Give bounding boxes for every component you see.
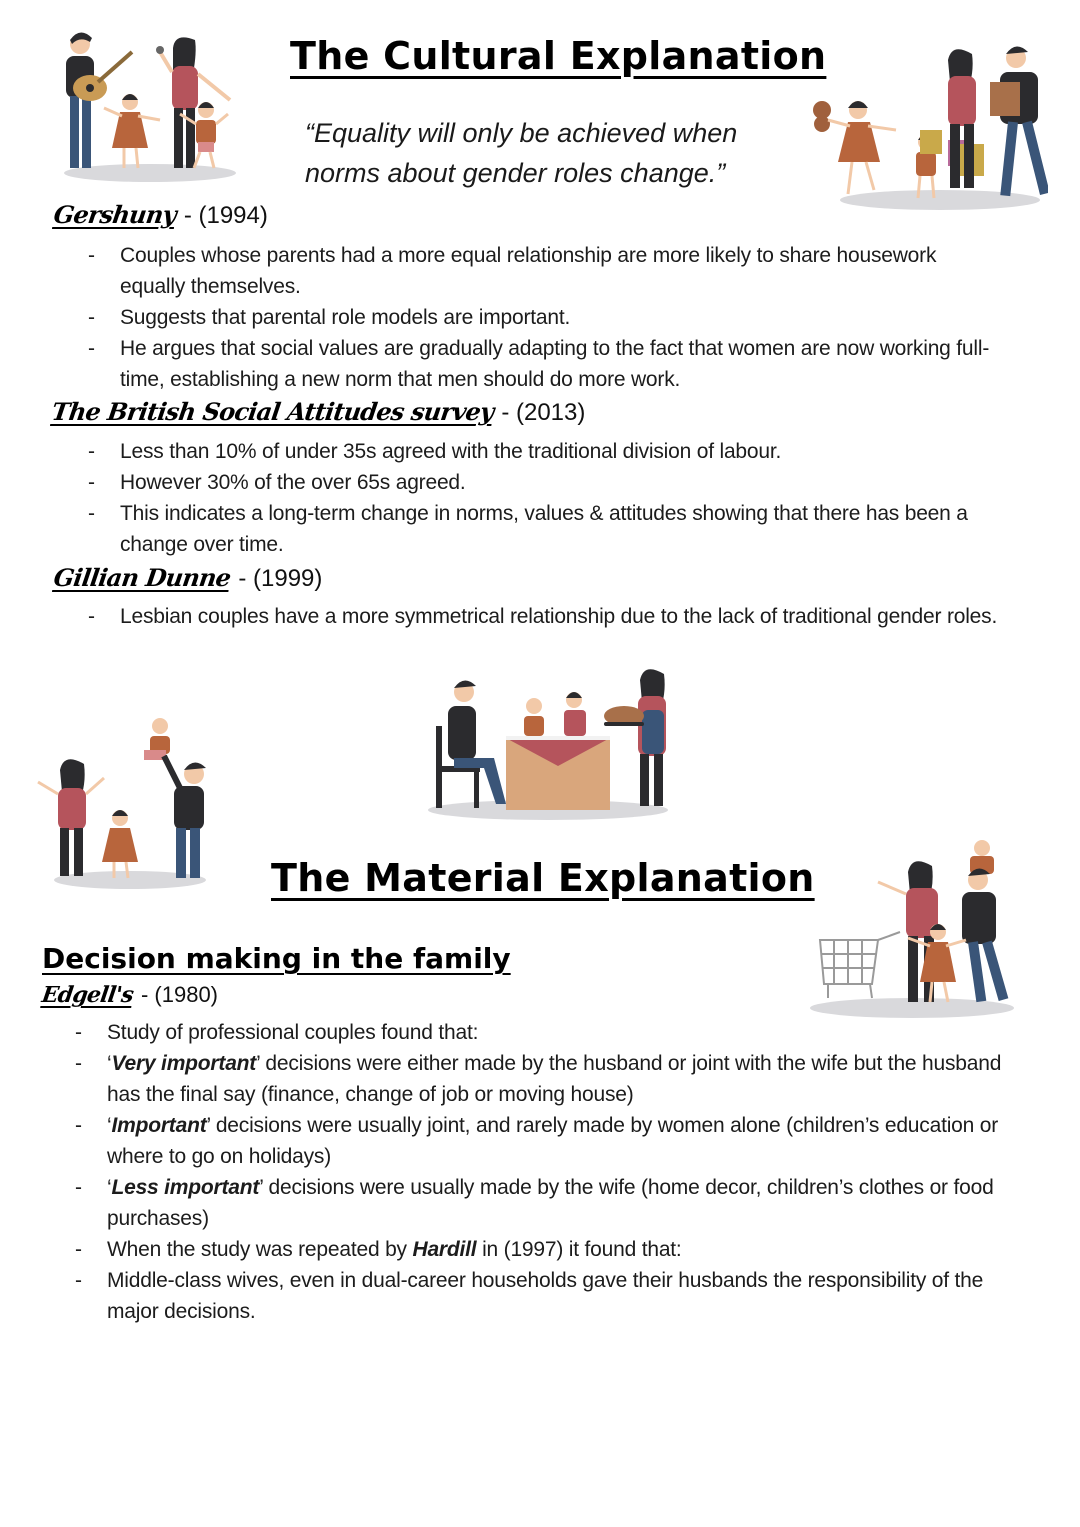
quote-line-1: “Equality will only be achieved when bbox=[305, 118, 738, 148]
edgell-points bbox=[75, 1017, 1027, 1327]
section-subheading: Decision making in the family bbox=[42, 942, 511, 975]
shopping-cart-family-icon bbox=[808, 836, 1020, 1020]
family-playing-icon bbox=[34, 716, 212, 892]
list-item: - Middle-class wives, even in dual-career households gave their husbands the responsibility of the major decisions. bbox=[75, 1269, 984, 1323]
list-item: - ‘Less important’ decisions were usually made by the wife (home decor, children’s clothes or food purchases) bbox=[75, 1176, 994, 1230]
list-item: - Lesbian couples have a more symmetrical relationship due to the lack of traditional gender roles. bbox=[88, 605, 998, 628]
author-name: Gillian Dunne bbox=[51, 563, 233, 592]
list-item: - However 30% of the over 65s agreed. bbox=[88, 471, 466, 494]
family-playing-illustration bbox=[34, 716, 212, 892]
family-dinner-icon bbox=[424, 666, 674, 822]
gershuny-points bbox=[88, 240, 1000, 395]
study-heading-dunne bbox=[51, 563, 323, 593]
list-item: - Couples whose parents had a more equal relationship are more likely to share housework equally themselves. bbox=[88, 244, 937, 298]
author-name: Edgell's bbox=[40, 982, 135, 1008]
study-year: - (1994) bbox=[183, 202, 268, 229]
family-shopping-bags-illustration bbox=[808, 44, 1048, 214]
family-shopping-bags-icon bbox=[808, 44, 1048, 214]
list-item: - ‘Important’ decisions were usually joint, and rarely made by women alone (children’s education or where to go on holidays) bbox=[75, 1114, 999, 1168]
study-heading-bsa bbox=[49, 397, 586, 427]
list-item: - When the study was repeated by Hardill in (1997) it found that: bbox=[75, 1238, 682, 1261]
study-year: - (1999) bbox=[238, 565, 323, 592]
family-music-illustration bbox=[52, 28, 242, 186]
quote-line-2: norms about gender roles change.” bbox=[305, 158, 726, 188]
bsa-points bbox=[88, 436, 1020, 560]
list-item: - Suggests that parental role models are important. bbox=[88, 306, 571, 329]
page-title-cultural: The Cultural Explanation bbox=[290, 34, 827, 78]
list-item: - Less than 10% of under 35s agreed with the traditional division of labour. bbox=[88, 440, 782, 463]
family-shopping-cart-illustration bbox=[808, 836, 1020, 1020]
list-item: - This indicates a long-term change in norms, values & attitudes showing that there has been a change over time. bbox=[88, 502, 968, 556]
family-music-icon bbox=[52, 28, 242, 186]
quote bbox=[305, 113, 737, 193]
study-heading-gershuny bbox=[51, 200, 268, 230]
list-item: - Study of professional couples found that: bbox=[75, 1021, 479, 1044]
page-title-material: The Material Explanation bbox=[271, 856, 815, 900]
study-year: - (1980) bbox=[140, 982, 219, 1007]
study-year: - (2013) bbox=[501, 399, 586, 426]
dunne-points bbox=[88, 601, 1000, 632]
list-item: - ‘Very important’ decisions were either made by the husband or joint with the wife but the husband has the final say (finance, change of job or moving house) bbox=[75, 1052, 1002, 1106]
author-name: The British Social Attitudes survey bbox=[49, 397, 496, 426]
family-dinner-illustration bbox=[424, 666, 674, 822]
list-item: - He argues that social values are gradually adapting to the fact that women are now working full-time, establishing a new norm that men should do more work. bbox=[88, 337, 990, 391]
study-heading-edgell bbox=[42, 982, 218, 1008]
author-name: Gershuny bbox=[51, 200, 178, 229]
